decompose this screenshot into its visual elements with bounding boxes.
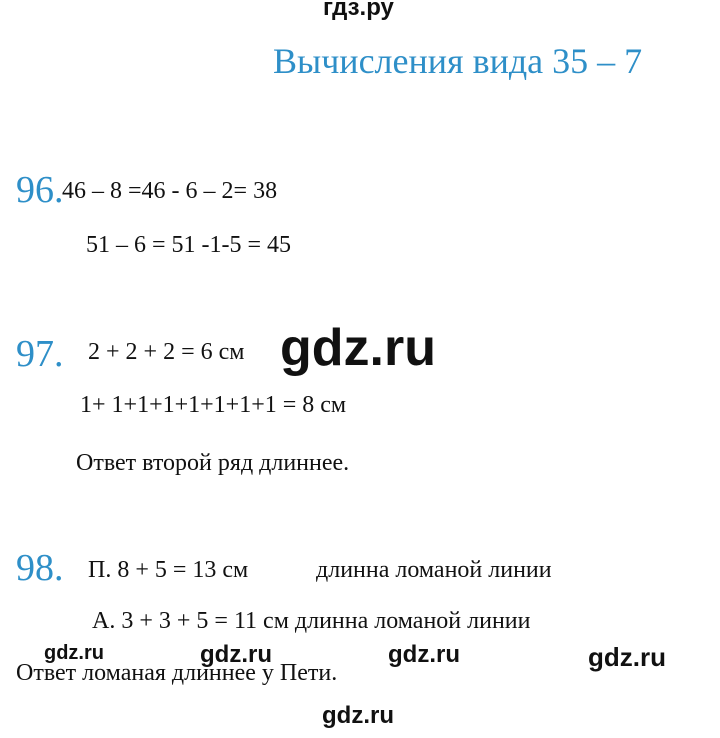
center-watermark: gdz.ru: [280, 319, 436, 377]
page-title: Вычисления вида 35 – 7: [273, 41, 643, 81]
watermark-small-mid1: gdz.ru: [200, 641, 272, 668]
task-96-line-2: 51 – 6 = 51 -1-5 = 45: [86, 232, 292, 258]
task-96-line-1: 46 – 8 =46 - 6 – 2= 38: [62, 178, 278, 204]
bottom-watermark: gdz.ru: [322, 702, 394, 729]
task-98-line-1a: П. 8 + 5 = 13 см: [88, 557, 249, 583]
task-97-answer: Ответ второй ряд длиннее.: [76, 450, 350, 476]
task-96-number: 96.: [16, 169, 64, 211]
top-watermark: гдз.ру: [323, 0, 394, 21]
watermark-small-right: gdz.ru: [588, 642, 666, 672]
watermark-small-mid2: gdz.ru: [388, 641, 460, 668]
task-98-line-1b: длинна ломаной линии: [316, 557, 552, 583]
task-97-number: 97.: [16, 333, 64, 375]
task-98-number: 98.: [16, 547, 64, 589]
watermark-small-left: gdz.ru: [44, 642, 104, 664]
task-98-answer: Ответ ломаная длиннее у Пети.: [16, 660, 338, 686]
task-97-line-1: 2 + 2 + 2 = 6 см: [88, 339, 245, 365]
task-98-line-2: А. 3 + 3 + 5 = 11 см длинна ломаной линии: [92, 608, 531, 634]
task-97-line-2: 1+ 1+1+1+1+1+1+1 = 8 см: [80, 392, 347, 418]
